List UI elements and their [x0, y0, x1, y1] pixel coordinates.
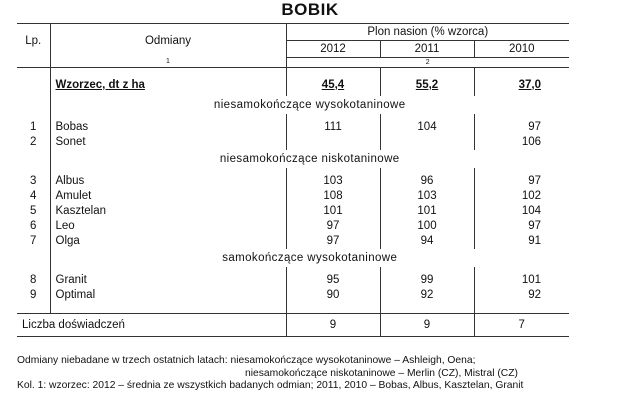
wzorzec-2010: 37,0	[474, 74, 569, 96]
row-lp: 8	[17, 273, 50, 288]
liczba-2011: 9	[380, 313, 474, 336]
header-lp: Lp.	[17, 24, 50, 58]
liczba-row	[17, 313, 569, 336]
row-variety: Leo	[50, 219, 286, 234]
row-lp: 4	[17, 189, 50, 204]
row-value-2010: 97	[474, 120, 569, 135]
row-variety: Kasztelan	[50, 204, 286, 219]
row-value-2011	[380, 135, 474, 150]
row-value-2011: 104	[380, 120, 474, 135]
row-value-2011: 94	[380, 234, 474, 249]
row-value-2012: 101	[323, 204, 343, 217]
row-value-2010: 102	[474, 189, 569, 204]
table-row	[17, 219, 569, 234]
footnote-line: niesamokończące niskotaninowe – Merlin (CZ), Mistral (CZ)	[245, 367, 518, 379]
group-label: niesamokończące niskotaninowe	[219, 152, 400, 165]
wzorzec-2012: 45,4	[321, 78, 345, 91]
liczba-2012: 9	[286, 313, 380, 336]
yield-table	[17, 23, 569, 337]
header-year-2010: 2010	[474, 40, 569, 57]
header-year-2011: 2011	[380, 40, 474, 57]
table-row	[17, 234, 569, 249]
row-value-2012: 103	[323, 174, 343, 187]
wzorzec-row	[17, 74, 569, 96]
row-lp: 7	[17, 234, 50, 249]
table-row	[17, 204, 569, 219]
column-number-2: 2	[286, 57, 569, 67]
header-plon: Plon nasion (% wzorca)	[286, 24, 569, 41]
header-year-2012: 2012	[286, 40, 380, 57]
row-variety: Optimal	[50, 288, 286, 303]
page-title: BOBIK	[281, 0, 339, 19]
row-value-2011: 96	[380, 174, 474, 189]
row-value-2012: 97	[326, 234, 340, 247]
row-variety: Olga	[50, 234, 286, 249]
row-value-2010: 91	[474, 234, 569, 249]
table-row	[17, 189, 569, 204]
row-value-2011: 100	[380, 219, 474, 234]
row-variety: Amulet	[50, 189, 286, 204]
row-value-2012	[286, 135, 380, 150]
row-value-2010: 97	[474, 219, 569, 234]
liczba-2010: 7	[474, 313, 569, 336]
row-variety: Albus	[50, 174, 286, 189]
group-label: samokończące wysokotaninowe	[222, 251, 398, 264]
row-value-2011: 101	[380, 204, 474, 219]
row-lp: 9	[17, 288, 50, 303]
row-value-2010: 104	[474, 204, 569, 219]
row-lp: 5	[17, 204, 50, 219]
table-row	[17, 273, 569, 288]
row-value-2010: 97	[474, 174, 569, 189]
row-variety: Granit	[50, 273, 286, 288]
table-row	[17, 288, 569, 303]
row-variety: Bobas	[50, 120, 286, 135]
row-value-2010: 106	[474, 135, 569, 150]
footnote-line: Kol. 1: wzorzec: 2012 – średnia ze wszystkich badanych odmian; 2011, 2010 – Bobas, Albus, Kasztelan, Granit	[17, 380, 524, 391]
table-row	[17, 120, 569, 135]
header-odmiany: Odmiany	[50, 24, 286, 58]
wzorzec-label: Wzorzec, dt z ha	[50, 74, 286, 96]
wzorzec-2011: 55,2	[380, 74, 474, 96]
footnote-line: Odmiany niebadane w trzech ostatnich latach: niesamokończące wysokotaninowe – Ashleigh, Oena;	[17, 355, 476, 366]
row-lp: 1	[17, 120, 50, 135]
row-value-2010: 92	[474, 288, 569, 303]
row-lp: 3	[17, 174, 50, 189]
row-value-2012: 90	[326, 288, 340, 301]
row-value-2012: 111	[324, 120, 342, 133]
column-number-1: 1	[50, 57, 286, 67]
row-variety: Sonet	[50, 135, 286, 150]
liczba-label: Liczba doświadczeń	[17, 313, 286, 336]
row-lp: 2	[17, 135, 50, 150]
footnotes	[17, 355, 597, 393]
table-row	[17, 135, 569, 150]
row-value-2011: 92	[380, 288, 474, 303]
row-value-2012: 95	[326, 273, 340, 286]
table-row	[17, 174, 569, 189]
row-lp: 6	[17, 219, 50, 234]
row-value-2011: 103	[380, 189, 474, 204]
row-value-2011: 99	[380, 273, 474, 288]
row-value-2012: 108	[323, 189, 343, 202]
row-value-2010: 101	[474, 273, 569, 288]
group-label: niesamokończące wysokotaninowe	[213, 98, 406, 111]
row-value-2012: 97	[326, 219, 340, 232]
